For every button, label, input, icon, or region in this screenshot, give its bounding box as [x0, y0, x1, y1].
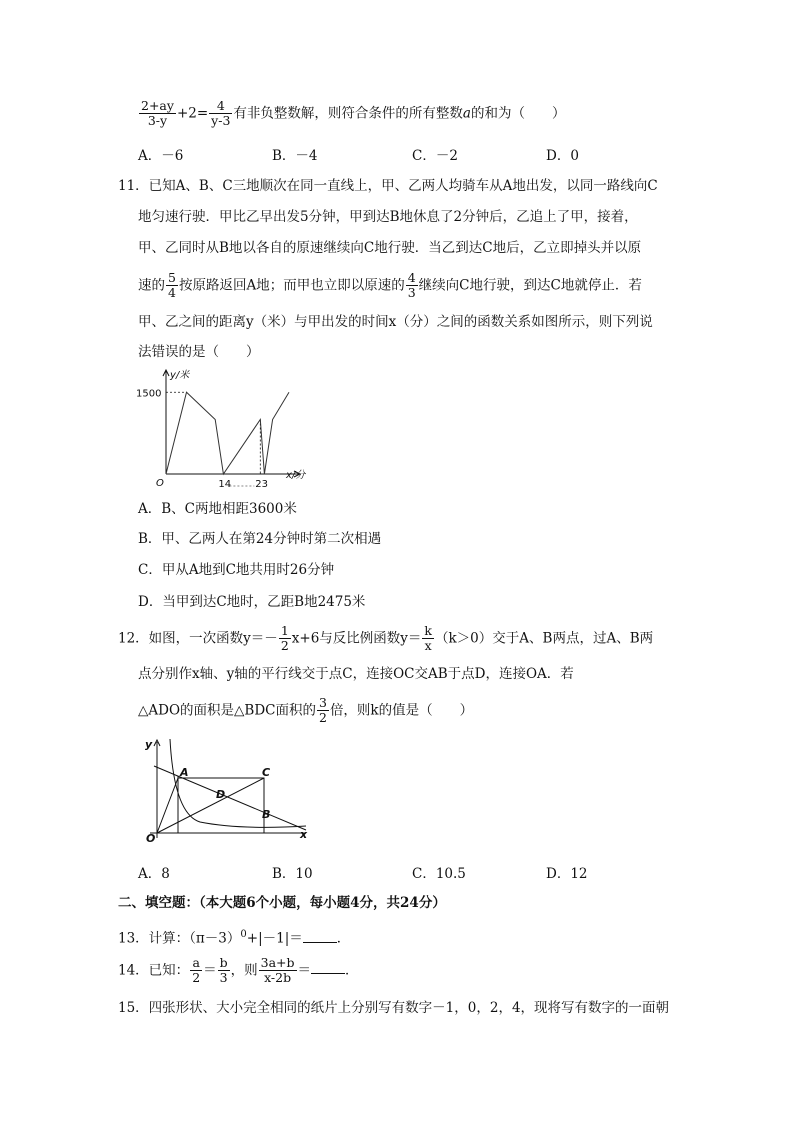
line-oa: [157, 778, 178, 833]
q14: 14．已知： $\frac{a}{2}$ ＝ $\frac{b}{3}$ ，则 $\frac{3a+b}{x-2b}$ ＝ ．: [118, 955, 359, 986]
x-tick-label: 14: [218, 479, 232, 490]
x-axis-label: x/分: [286, 470, 306, 481]
answer-blank: [311, 959, 345, 974]
label-c: C: [262, 766, 271, 779]
origin-label: O: [156, 478, 164, 489]
q13: 13．计算：$(\pi-3)^0+|-1|=$ ．: [118, 929, 351, 947]
q11-option-d: D．当甲到达C地时，乙距B地2475米: [138, 594, 366, 610]
q11-line6: 法错误的是（ ）: [138, 344, 260, 360]
q11-line4: 速的 $\frac{5}{4}$ 按原路返回A地；而甲也立即以原速的 $\frac{4}{3}$ 继续向C地行驶，到达C地就停止．若: [138, 270, 642, 301]
label-b: B: [262, 808, 271, 821]
hyperbola-curve: [170, 739, 306, 827]
section-heading: 二、填空题：（本大题6个小题，每小题4分，共24分）: [118, 895, 446, 911]
distance-time-chart: [136, 364, 310, 494]
label-o: O: [146, 832, 156, 845]
fraction: $\frac{2+ay}{3-y}$: [141, 98, 174, 129]
fraction: $\frac{k}{x}$: [424, 623, 432, 654]
fraction: $\frac{4}{3}$: [407, 270, 416, 301]
series-line: [166, 392, 289, 474]
label-a: A: [180, 766, 189, 779]
q11-option-a: A．B、C两地相距3600米: [138, 501, 297, 517]
fraction: $\frac{4}{y-3}$: [211, 98, 231, 129]
fraction: $\frac{a}{2}$: [192, 955, 201, 986]
option-c: C．－2: [412, 148, 458, 164]
fraction: $\frac{3a+b}{x-2b}$: [260, 955, 295, 986]
option-b: B．10: [272, 866, 313, 882]
option-a: A．8: [138, 866, 170, 882]
q11-line2: 地匀速行驶．甲比乙早出发5分钟，甲到达B地休息了2分钟后，乙追上了甲，接着，: [138, 209, 638, 225]
fraction: $\frac{1}{2}$: [280, 623, 289, 654]
q12-figure: [140, 734, 320, 846]
linear-function-line: [154, 766, 306, 830]
q11-option-c: C．甲从A地到C地共用时26分钟: [138, 562, 335, 578]
option-d: D．12: [546, 866, 588, 882]
q11-line3: 甲、乙同时从B地以各自的原速继续向C地行驶．当乙到达C地后，乙立即掉头并以原: [138, 240, 642, 256]
q12-line2: 点分别作x轴、y轴的平行线交于点C，连接OC交AB于点D，连接OA．若: [138, 666, 574, 682]
q11-option-b: B．甲、乙两人在第24分钟时第二次相遇: [138, 531, 382, 547]
q12-line1: 12．如图，一次函数y＝－ $\frac{1}{2}$ x+6与反比例函数y＝ $\frac{k}{x}$ （k＞0）交于A、B两点，过A、B两: [118, 623, 654, 654]
fraction: $\frac{b}{3}$: [219, 955, 228, 986]
fraction: $\frac{3}{2}$: [318, 695, 327, 726]
q15-line1: 15．四张形状、大小完全相同的纸片上分别写有数字－1，0，2，4，现将写有数字的一面朝: [118, 1000, 670, 1016]
q12-line3: △ADO的面积是△BDC面积的 $\frac{3}{2}$ 倍，则k的值是（ ）: [138, 695, 474, 726]
q11-line5: 甲、乙之间的距离y（米）与甲出发的时间x（分）之间的函数关系如图所示，则下列说: [138, 314, 653, 330]
option-b: B．－4: [272, 148, 318, 164]
answer-blank: [303, 928, 337, 943]
y-tick-label: 1500: [136, 388, 162, 400]
label-y: y: [145, 738, 153, 751]
option-c: C．10.5: [412, 866, 466, 882]
label-x: x: [300, 828, 308, 841]
label-d: D: [216, 788, 226, 801]
q10-line: $\frac{2+ay}{3-y}$ +2= $\frac{4}{y-3}$ 有非负整数解，则符合条件的所有整数a的和为（ ）: [141, 98, 566, 129]
x-tick-label: 23: [255, 479, 269, 490]
y-axis-label: y/米: [170, 370, 190, 381]
fraction: $\frac{5}{4}$: [168, 270, 176, 301]
option-d: D．0: [546, 148, 579, 164]
q11-line1: 11．已知A、B、C三地顺次在同一直线上，甲、乙两人均骑车从A地出发，以同一路线向C: [118, 178, 658, 194]
option-a: A．－6: [138, 148, 184, 164]
